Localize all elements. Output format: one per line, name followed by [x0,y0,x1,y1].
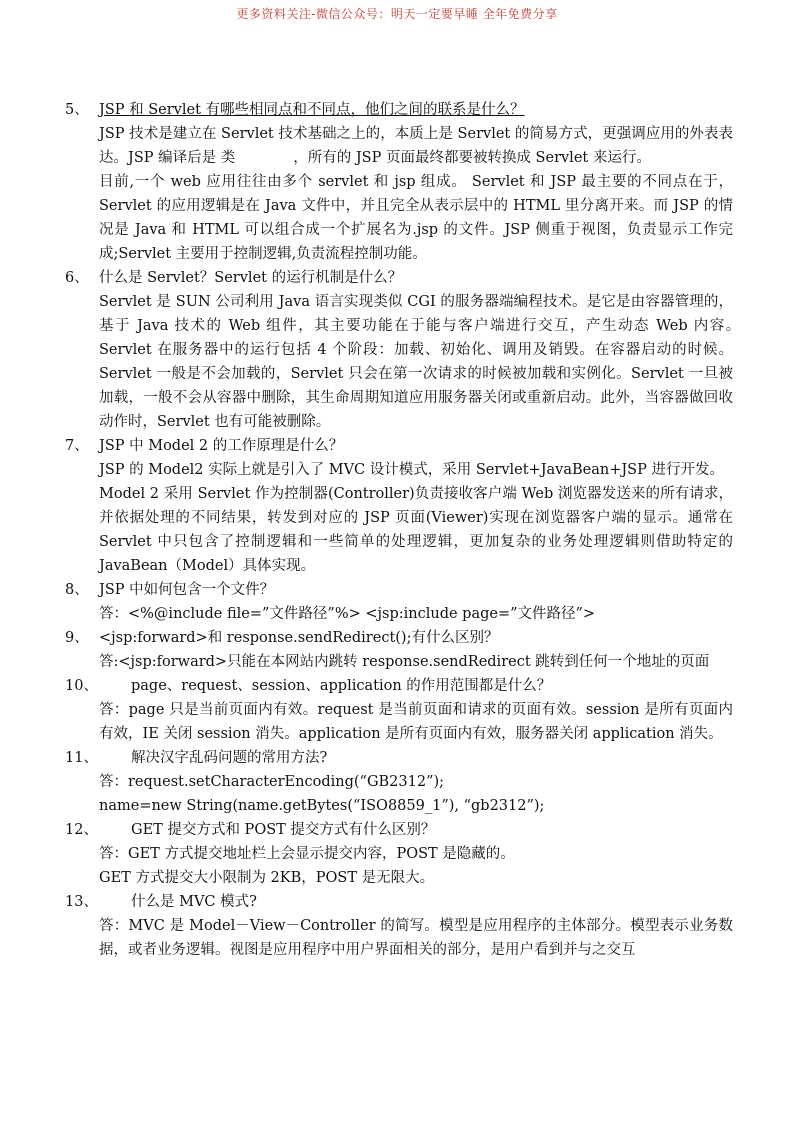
qa-item-7 [65,434,733,578]
header-banner: 更多资料关注-微信公众号：明天一定要早睡 全年免费分享 [236,7,558,21]
answer-paragraph: 答:<jsp:forward>只能在本网站内跳转 response.sendRedirect 跳转到任何一个地址的页面 [99,654,710,670]
qa-item-8 [65,578,733,626]
question-number: 6、 [65,270,89,286]
question-text: page、request、session、application 的作用范围都是什么？ [131,678,552,694]
answer-paragraph: 目前,一个 web 应用往往由多个 servlet 和 jsp 组成。 Servlet 和 JSP 最主要的不同点在于，Servlet 的应用逻辑是在 Java 文件中，并且完全从表示层中的 HTML 里分离开来。而 JSP 的情况是 Java 和 HTML 可以组合成一个扩展名为.jsp 的文件。JSP 侧重于视图，负责显示工作完成;Servlet 主要用于控制逻辑,负责流程控制功能。 [99,174,733,262]
answer-paragraph: JSP 技术是建立在 Servlet 技术基础之上的，本质上是 Servlet 的简易方式，更强调应用的外表表达。JSP 编译后是 类 ，所有的 JSP 页面最终都要被转换成 Servlet 来运行。 [99,126,733,166]
question-text: <jsp:forward>和 response.sendRedirect();有什么区别？ [99,630,499,646]
qa-item-10 [65,674,733,746]
question-text: 解决汉字乱码问题的常用方法? [131,750,328,766]
answer-paragraph: 答：<%@include file=”文件路径”%> <jsp:include page=”文件路径”> [99,606,596,622]
question-text: JSP 和 Servlet 有哪些相同点和不同点，他们之间的联系是什么？ [99,102,525,118]
question-text: JSP 中 Model 2 的工作原理是什么？ [99,438,344,454]
answer-paragraph: 答：GET 方式提交地址栏上会显示提交内容，POST 是隐藏的。 [99,846,515,862]
answer-paragraph: Model 2 采用 Servlet 作为控制器(Controller)负责接收客户端 Web 浏览器发送来的所有请求，并依据处理的不同结果，转发到对应的 JSP 页面(Viewer)实现在浏览器客户端的显示。通常在 Servlet 中只包含了控制逻辑和一些简单的处理逻辑，更加复杂的业务处理逻辑则借助特定的 JavaBean（Model）具体实现。 [99,486,733,574]
answer-paragraph: JSP 的 Model2 实际上就是引入了 MVC 设计模式，采用 Servlet+JavaBean+JSP 进行开发。 [99,462,724,478]
answer-paragraph: name=new String(name.getBytes(“ISO8859_1”), “gb2312”); [99,798,545,814]
question-text: 什么是 Servlet？Servlet 的运行机制是什么？ [99,270,403,286]
question-number: 7、 [65,438,89,454]
question-number: 11、 [65,750,98,766]
question-number: 12、 [65,822,98,838]
question-text: GET 提交方式和 POST 提交方式有什么区别？ [131,822,436,838]
document-body [65,98,748,962]
answer-paragraph: 答：page 只是当前页面内有效。request 是当前页面和请求的页面有效。session 是所有页面内有效，IE 关闭 session 消失。application 是所有页面内有效，服务器关闭 application 消失。 [99,702,733,742]
question-number: 5、 [65,102,89,118]
question-number: 8、 [65,582,89,598]
question-number: 9、 [65,630,89,646]
answer-paragraph: Servlet 是 SUN 公司利用 Java 语言实现类似 CGI 的服务器端编程技术。是它是由容器管理的，基于 Java 技术的 Web 组件，其主要功能在于能与客户端进行交互，产生动态 Web 内容。 Servlet 在服务器中的运行包括 4 个阶段：加载、初始化、调用及销毁。在容器启动的时候。Servlet 一般是不会加载的，Servlet 只会在第一次请求的时候被加载和实例化。Servlet 一旦被加载，一般不会从容器中删除，其生命周期知道应用服务器关闭或重新启动。此外，当容器做回收动作时，Servlet 也有可能被删除。 [99,294,748,430]
question-number: 13、 [65,894,98,910]
qa-item-11 [65,746,733,818]
qa-item-6 [65,266,748,434]
answer-paragraph: 答：request.setCharacterEncoding(“GB2312”); [99,774,445,790]
answer-paragraph: GET 方式提交大小限制为 2KB，POST 是无限大。 [99,870,435,886]
question-number: 10、 [65,678,98,694]
question-text: 什么是 MVC 模式? [131,894,257,910]
qa-item-13 [65,890,733,962]
qa-item-9 [65,626,733,674]
question-text: JSP 中如何包含一个文件？ [99,582,275,598]
qa-item-12 [65,818,733,890]
qa-item-5 [65,98,733,266]
answer-paragraph: 答：MVC 是 Model－View－Controller 的简写。模型是应用程序的主体部分。模型表示业务数据，或者业务逻辑。视图是应用程序中用户界面相关的部分，是用户看到并与之交互 [99,918,733,958]
